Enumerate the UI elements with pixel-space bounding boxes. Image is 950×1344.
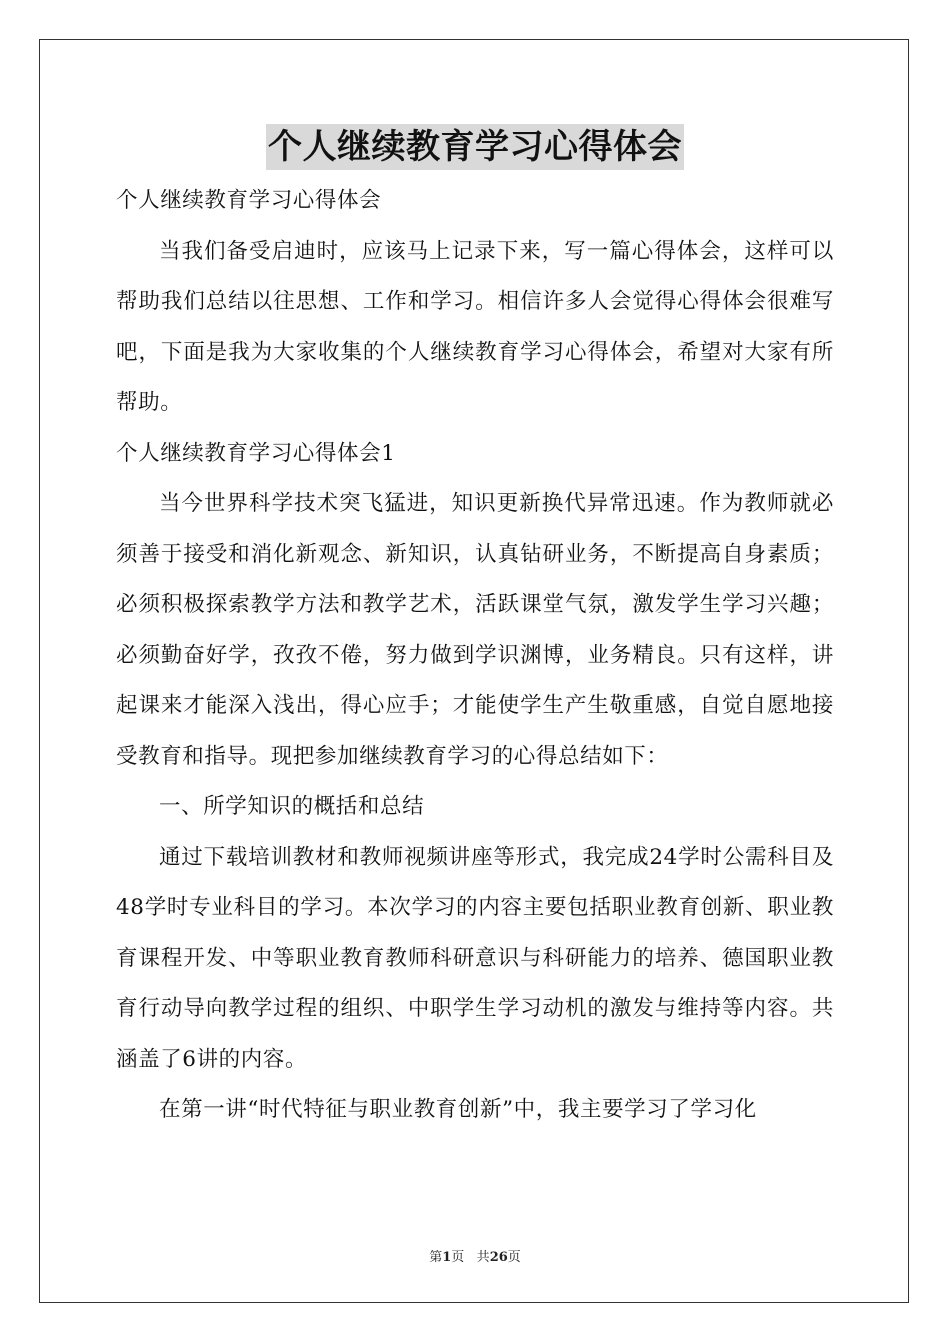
paragraph: 个人继续教育学习心得体会1 <box>116 440 396 466</box>
paragraph: 个人继续教育学习心得体会 <box>116 188 382 213</box>
footer-total-suffix: 页 <box>507 1250 521 1265</box>
footer-page-suffix: 页 <box>451 1250 465 1265</box>
paragraph: 当我们备受启迪时，应该马上记录下来，写一篇心得体会，这样可以帮助我们总结以往思想、工作和学习。相信许多人会觉得心得体会很难写吧，下面是我为大家收集的个人继续教育学习心得体会，希望对大家有所帮助。 <box>116 238 834 415</box>
page-footer <box>0 1246 950 1265</box>
title-container <box>0 124 950 170</box>
footer-total-pages: 26 <box>489 1250 508 1265</box>
paragraph: 在第一讲“时代特征与职业教育创新”中，我主要学习了学习化 <box>159 1097 757 1122</box>
footer-page-number: 1 <box>442 1250 452 1265</box>
footer-prefix: 第 <box>429 1250 443 1265</box>
paragraph: 当今世界科学技术突飞猛进，知识更新换代异常迅速。作为教师就必须善于接受和消化新观念、新知识，认真钻研业务，不断提高自身素质；必须积极探索教学方法和教学艺术，活跃课堂气氛，激发学生学习兴趣；必须勤奋好学，孜孜不倦，努力做到学识渊博，业务精良。只有这样，讲起课来才能深入浅出，得心应手；才能使学生产生敬重感，自觉自愿地接受教育和指导。现把参加继续教育学习的心得总结如下： <box>116 491 834 769</box>
document-title: 个人继续教育学习心得体会 <box>266 124 684 170</box>
paragraph: 一、所学知识的概括和总结 <box>159 794 425 819</box>
footer-total-prefix: 共 <box>476 1250 490 1265</box>
paragraph: 通过下载培训教材和教师视频讲座等形式，我完成24学时公需科目及48学时专业科目的学习。本次学习的内容主要包括职业教育创新、职业教育课程开发、中等职业教育教师科研意识与科研能力的培养、德国职业教育行动导向教学过程的组织、中职学生学习动机的激发与维持等内容。共涵盖了6讲的内容。 <box>116 844 834 1072</box>
document-body <box>116 176 834 1136</box>
